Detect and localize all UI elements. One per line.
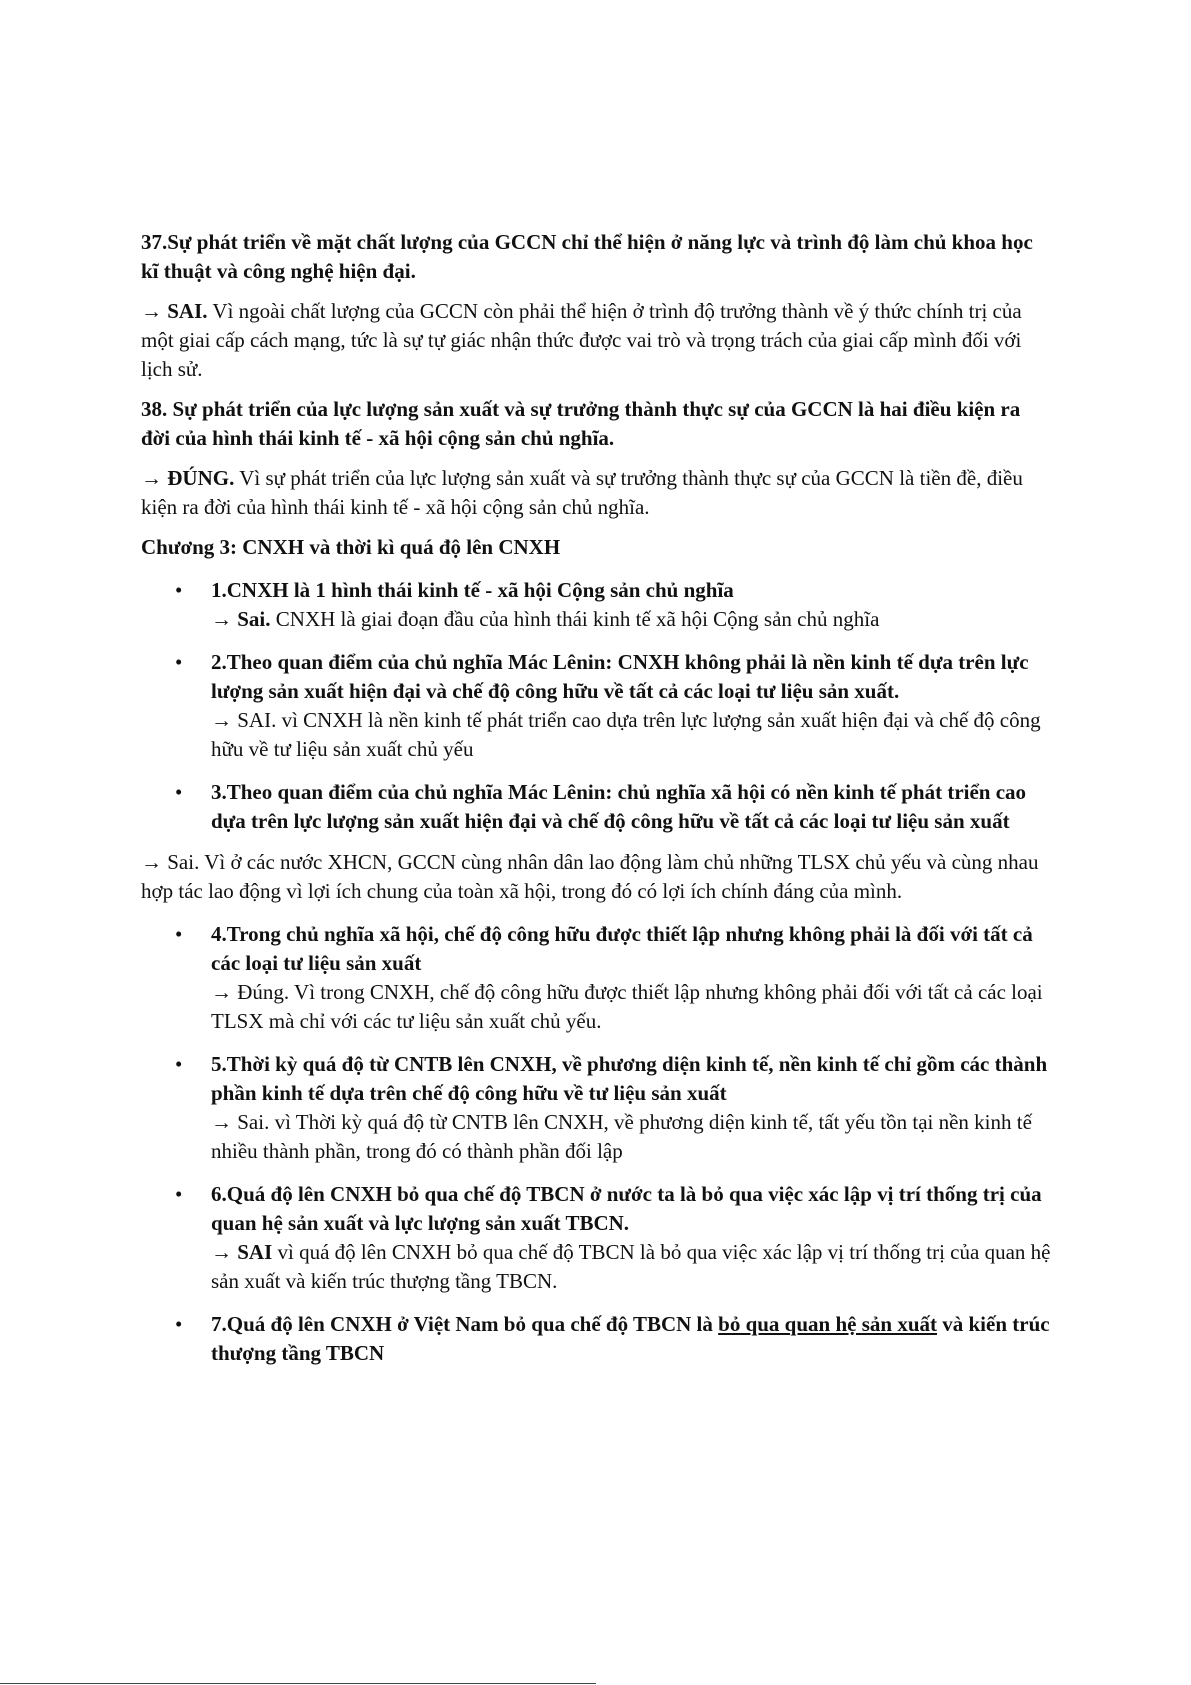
page-bottom-divider	[0, 1683, 596, 1684]
list-item	[141, 778, 1051, 836]
item7-question-start: 7.Quá độ lên CNXH ở Việt Nam bỏ qua chế độ TBCN là	[211, 1312, 719, 1336]
item-explanation: CNXH là giai đoạn đầu của hình thái kinh tế xã hội Cộng sản chủ nghĩa	[270, 607, 880, 631]
item7-underlined-phrase: bỏ qua quan hệ sản xuất	[718, 1312, 937, 1336]
item-answer	[211, 1238, 1051, 1296]
list-item	[141, 648, 1051, 764]
chapter-list-a	[141, 576, 1051, 836]
list-item	[141, 1050, 1051, 1166]
bullet-icon: •	[175, 1312, 183, 1336]
answer-38	[141, 464, 1051, 522]
explanation-38: Vì sự phát triển của lực lượng sản xuất và sự trưởng thành thực sự của GCCN là tiền đề, điều kiện ra đời của hình thái kinh tế - xã hội cộng sản chủ nghĩa.	[141, 466, 1023, 519]
answer-37	[141, 297, 1051, 384]
question-38: 38. Sự phát triển của lực lượng sản xuất và sự trưởng thành thực sự của GCCN là hai điều kiện ra đời của hình thái kinh tế - xã hội cộng sản chủ nghĩa.	[141, 397, 1021, 450]
item-question: 2.Theo quan điểm của chủ nghĩa Mác Lênin: CNXH không phải là nền kinh tế dựa trên lực lượng sản xuất hiện đại và chế độ công hữu về tất cả các loại tư liệu sản xuất.	[211, 650, 1029, 703]
bullet-icon: •	[175, 922, 183, 946]
item-question: 3.Theo quan điểm của chủ nghĩa Mác Lênin: chủ nghĩa xã hội có nền kinh tế phát triển cao dựa trên lực lượng sản xuất hiện đại và chế độ công hữu về tất cả các loại tư liệu sản xuất	[211, 780, 1027, 833]
item7-question-end: và kiến trúc thượng tầng TBCN	[211, 1312, 1050, 1365]
item-answer: → Đúng. Vì trong CNXH, chế độ công hữu được thiết lập nhưng không phải đối với tất cả các loại TLSX mà chỉ với các tư liệu sản xuất chủ yếu.	[211, 980, 1043, 1033]
item-verdict: → Sai.	[211, 607, 271, 631]
chapter-list-b	[141, 920, 1051, 1368]
item-question: 6.Quá độ lên CNXH bỏ qua chế độ TBCN ở nước ta là bỏ qua việc xác lập vị trí thống trị của quan hệ sản xuất và lực lượng sản xuất TBCN.	[211, 1182, 1042, 1235]
item-answer: → SAI. vì CNXH là nền kinh tế phát triển cao dựa trên lực lượng sản xuất hiện đại và chế độ công hữu về tư liệu sản xuất chủ yếu	[211, 708, 1041, 761]
chapter-title: Chương 3: CNXH và thời kì quá độ lên CNXH	[141, 535, 561, 559]
item-question: 4.Trong chủ nghĩa xã hội, chế độ công hữu được thiết lập nhưng không phải là đối với tất cả các loại tư liệu sản xuất	[211, 922, 1033, 975]
bullet-icon: •	[175, 1182, 183, 1206]
bullet-icon: •	[175, 1052, 183, 1076]
list-item	[141, 1310, 1051, 1368]
explanation-37: Vì ngoài chất lượng của GCCN còn phải thể hiện ở trình độ trưởng thành về ý thức chính trị của một giai cấp cách mạng, tức là sự tự giác nhận thức được vai trò và trọng trách của giai cấp mình đối với lịch sử.	[141, 299, 1022, 381]
item-question: 5.Thời kỳ quá độ từ CNTB lên CNXH, về phương diện kinh tế, nền kinh tế chỉ gồm các thành phần kinh tế dựa trên chế độ công hữu về tư liệu sản xuất	[211, 1052, 1048, 1105]
question-37: 37.Sự phát triển về mặt chất lượng của GCCN chỉ thể hiện ở năng lực và trình độ làm chủ khoa học kĩ thuật và công nghệ hiện đại.	[141, 230, 1033, 283]
list-item	[141, 576, 1051, 634]
verdict-38: → ĐÚNG.	[141, 466, 235, 490]
item-answer	[211, 605, 1051, 634]
item-question: 1.CNXH là 1 hình thái kinh tế - xã hội Cộng sản chủ nghĩa	[211, 578, 734, 602]
verdict-37: → SAI.	[141, 299, 208, 323]
item3-answer: → Sai. Vì ở các nước XHCN, GCCN cùng nhân dân lao động làm chủ những TLSX chủ yếu và cùng nhau hợp tác lao động vì lợi ích chung của toàn xã hội, trong đó có lợi ích chính đáng của mình.	[141, 850, 1039, 903]
bullet-icon: •	[175, 578, 183, 602]
list-item	[141, 1180, 1051, 1296]
item-explanation: vì quá độ lên CNXH bỏ qua chế độ TBCN là bỏ qua việc xác lập vị trí thống trị của quan hệ sản xuất và kiến trúc thượng tầng TBCN.	[211, 1240, 1051, 1293]
item-answer: → Sai. vì Thời kỳ quá độ từ CNTB lên CNXH, về phương diện kinh tế, tất yếu tồn tại nền kinh tế nhiều thành phần, trong đó có thành phần đối lập	[211, 1110, 1032, 1163]
item-question	[211, 1310, 1051, 1368]
bullet-icon: •	[175, 780, 183, 804]
document-page	[141, 228, 1051, 1368]
bullet-icon: •	[175, 650, 183, 674]
item-verdict: → SAI	[211, 1240, 273, 1264]
list-item	[141, 920, 1051, 1036]
